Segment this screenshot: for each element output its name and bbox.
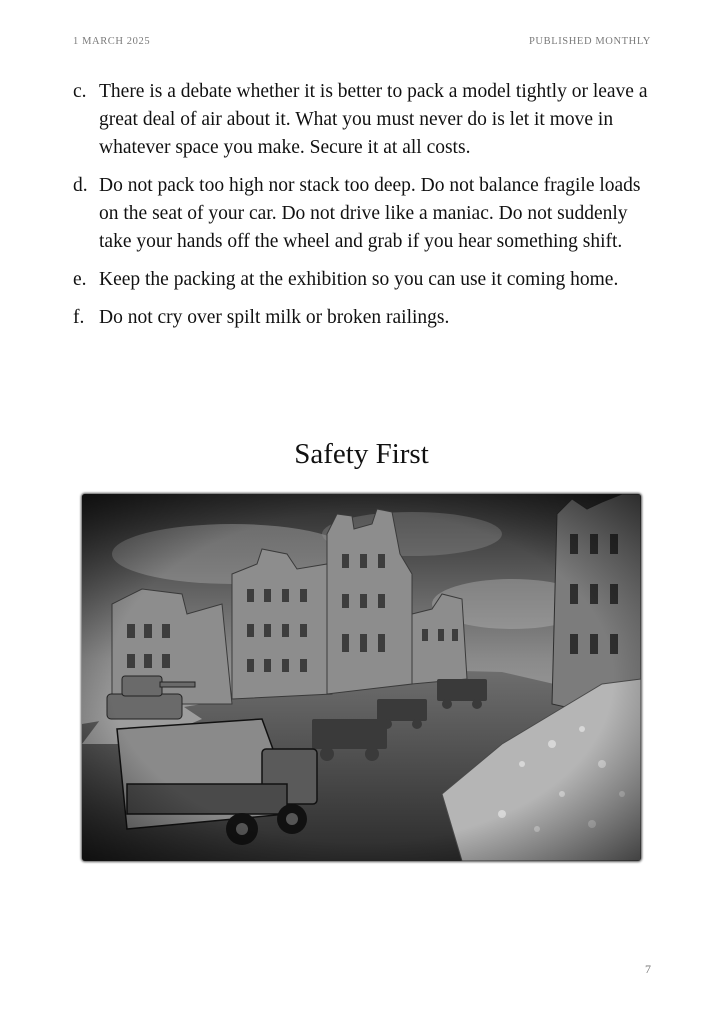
list-marker: e. bbox=[73, 269, 87, 290]
page-header bbox=[73, 36, 651, 50]
advice-list bbox=[73, 78, 663, 342]
list-item-text: Do not cry over spilt milk or broken railings. bbox=[99, 307, 450, 328]
list-marker: d. bbox=[73, 175, 88, 196]
page-number: 7 bbox=[645, 962, 651, 976]
list-item bbox=[73, 172, 663, 256]
list-item-text: Do not pack too high nor stack too deep. Do not balance fragile loads on the seat of your car. Do not drive like a maniac. Do not suddenly take your hands off the wheel and grab if you hear something shift. bbox=[99, 175, 641, 252]
issue-date: 1 MARCH 2025 bbox=[73, 36, 151, 47]
list-item-text: Keep the packing at the exhibition so you can use it coming home. bbox=[99, 269, 619, 290]
list-item bbox=[73, 266, 663, 294]
diorama-illustration bbox=[82, 494, 641, 861]
publication-frequency: PUBLISHED MONTHLY bbox=[528, 36, 651, 47]
list-item-text: There is a debate whether it is better to pack a model tightly or leave a great deal of air about it. What you must never do is let it move in whatever space you make. Secure it at all costs. bbox=[99, 81, 648, 158]
list-item bbox=[73, 78, 663, 162]
diorama-photo bbox=[82, 494, 641, 861]
section-title: Safety First bbox=[294, 438, 429, 470]
list-item bbox=[73, 304, 663, 332]
list-marker: f. bbox=[73, 307, 85, 328]
list-marker: c. bbox=[73, 81, 87, 102]
